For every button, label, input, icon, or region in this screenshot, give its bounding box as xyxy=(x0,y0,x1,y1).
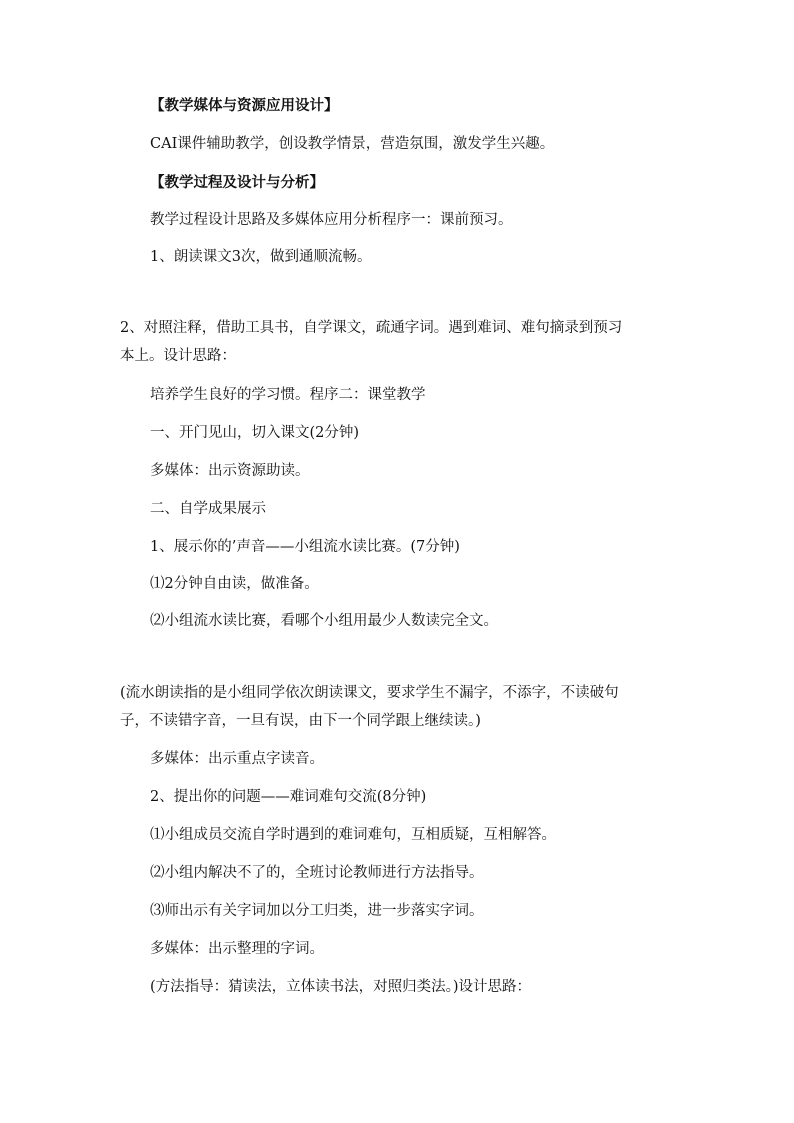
paragraph-flow-reading-line1: (流水朗读指的是小组同学依次朗读课文，要求学生不漏字，不添字，不读破句 xyxy=(120,685,619,701)
step-two-results: 二、自学成果展示 xyxy=(150,501,266,517)
step-one-intro: 一、开门见山，切入课文(2分钟) xyxy=(150,425,360,441)
media-note-words: 多媒体：出示整理的字词。 xyxy=(150,941,324,957)
sub-item-group-exchange: ⑴小组成员交流自学时遇到的难词难句，互相质疑，互相解答。 xyxy=(150,827,556,843)
list-item-self-study-line1: 2、对照注释，借助工具书，自学课文，疏通字词。遇到难词、难句摘录到预习 xyxy=(120,320,623,336)
sub-item-group-read: ⑵小组流水读比赛，看哪个小组用最少人数读完全文。 xyxy=(150,613,498,629)
section-heading-media-design: 【教学媒体与资源应用设计】 xyxy=(150,97,339,114)
list-item-read-aloud: 1、朗读课文3次，做到通顺流畅。 xyxy=(150,249,372,265)
paragraph-habits: 培养学生良好的学习惯。程序二：课堂教学 xyxy=(150,387,426,403)
list-item-self-study-line2: 本上。设计思路： xyxy=(120,348,236,364)
media-note-resources: 多媒体：出示资源助读。 xyxy=(150,463,310,479)
sub-item-classification: ⑶师出示有关字词加以分工归类，进一步落实字词。 xyxy=(150,903,484,919)
section-heading-process-design: 【教学过程及设计与分析】 xyxy=(150,174,324,191)
sub-item-questions: 2、提出你的问题——难词难句交流(8分钟) xyxy=(150,789,427,805)
sub-item-voice: 1、展示你的’声音——小组流水读比赛。(7分钟) xyxy=(150,539,460,555)
media-note-pronunciation: 多媒体：出示重点字读音。 xyxy=(150,751,324,767)
sub-item-free-read: ⑴2分钟自由读，做准备。 xyxy=(150,576,319,592)
sub-item-class-discussion: ⑵小组内解决不了的，全班讨论教师进行方法指导。 xyxy=(150,865,484,881)
paragraph-flow-reading-line2: 子，不读错字音，一旦有误，由下一个同学跟上继续读。) xyxy=(120,713,481,729)
paragraph-cai: CAI课件辅助教学，创设教学情景，营造氛围，激发学生兴趣。 xyxy=(150,136,555,152)
paragraph-method-guidance: (方法指导：猜读法，立体读书法，对照归类法。)设计思路： xyxy=(150,979,532,995)
paragraph-procedure-one: 教学过程设计思路及多媒体应用分析程序一：课前预习。 xyxy=(150,212,513,228)
